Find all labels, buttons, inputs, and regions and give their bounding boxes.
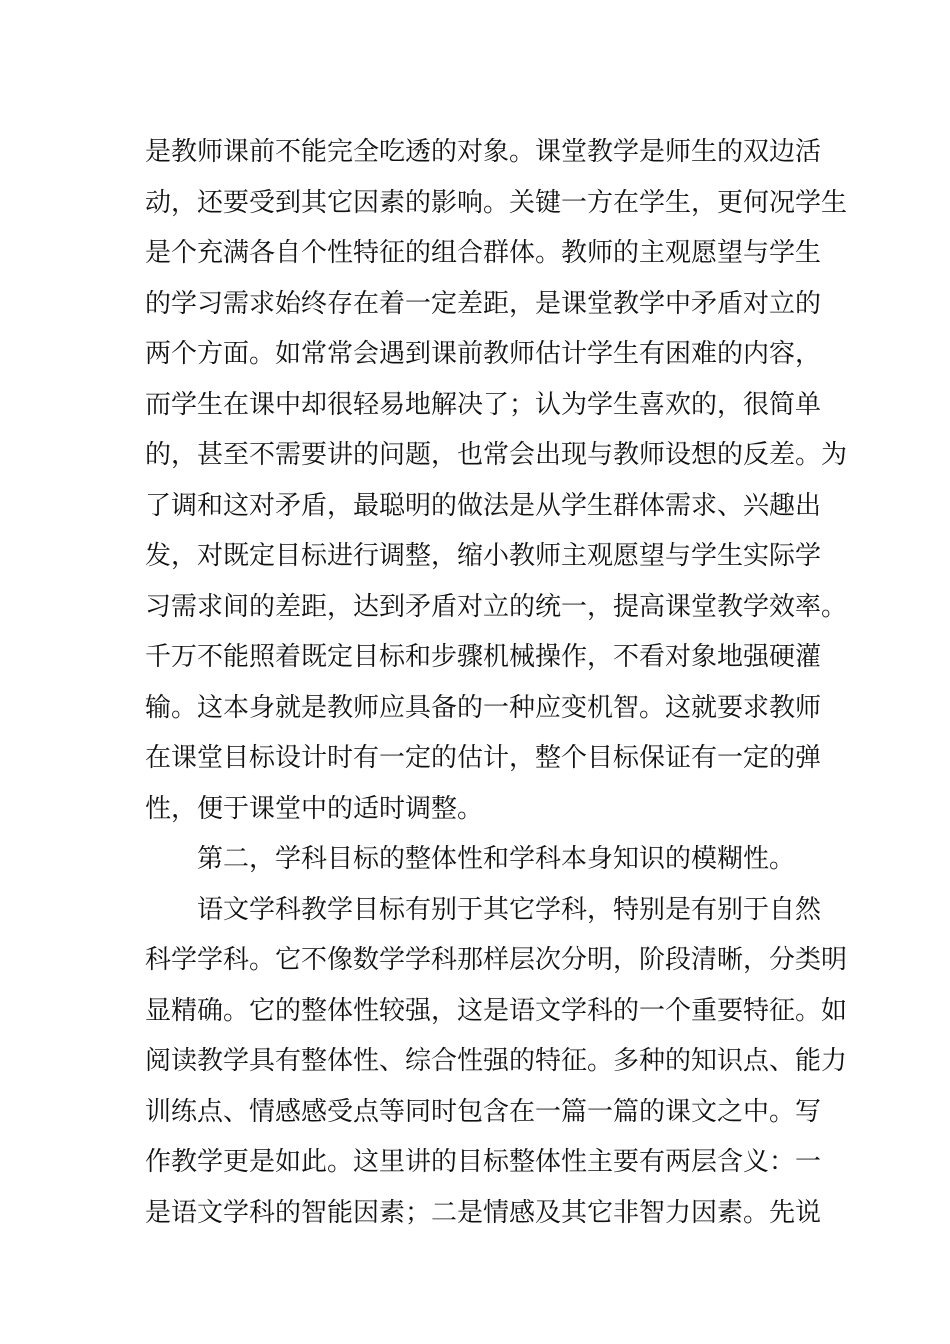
text-line: 输。这本身就是教师应具备的一种应变机智。这就要求教师 [145, 692, 822, 723]
body-text [145, 127, 848, 1238]
text-line: 千万不能照着既定目标和步骤机械操作，不看对象地强硬灌 [145, 642, 822, 672]
text-line: 而学生在课中却很轻易地解决了；认为学生喜欢的，很简单 [145, 389, 822, 420]
text-line: 训练点、情感感受点等同时包含在一篇一篇的课文之中。写 [145, 1096, 822, 1127]
text-line: 在课堂目标设计时有一定的估计，整个目标保证有一定的弹 [145, 743, 822, 773]
text-line: 发，对既定目标进行调整，缩小教师主观愿望与学生实际学 [145, 541, 822, 571]
text-line: 的学习需求始终存在着一定差距，是课堂教学中矛盾对立的 [145, 288, 822, 319]
text-line: 习需求间的差距，达到矛盾对立的统一，提高课堂教学效率。 [145, 591, 848, 622]
text-line: 两个方面。如常常会遇到课前教师估计学生有困难的内容， [145, 339, 822, 369]
text-line: 动，还要受到其它因素的影响。关键一方在学生，更何况学生 [145, 187, 848, 218]
text-line: 的，甚至不需要讲的问题，也常会出现与教师设想的反差。为 [145, 440, 848, 470]
text-line: 作教学更是如此。这里讲的目标整体性主要有两层含义：一 [145, 1147, 822, 1177]
text-line: 是教师课前不能完全吃透的对象。课堂教学是师生的双边活 [145, 137, 822, 167]
text-line: 性，便于课堂中的适时调整。 [145, 793, 484, 824]
section-heading: 第二，学科目标的整体性和学科本身知识的模糊性。 [197, 844, 796, 874]
text-line: 显精确。它的整体性较强，这是语文学科的一个重要特征。如 [145, 995, 848, 1026]
text-line: 阅读教学具有整体性、综合性强的特征。多种的知识点、能力 [145, 1046, 848, 1076]
text-line: 科学学科。它不像数学学科那样层次分明，阶段清晰，分类明 [145, 945, 848, 975]
text-line: 是语文学科的智能因素；二是情感及其它非智力因素。先说 [145, 1197, 822, 1228]
text-line: 是个充满各自个性特征的组合群体。教师的主观愿望与学生 [145, 238, 822, 268]
text-line: 语文学科教学目标有别于其它学科，特别是有别于自然 [197, 894, 822, 925]
text-line: 了调和这对矛盾，最聪明的做法是从学生群体需求、兴趣出 [145, 490, 822, 521]
